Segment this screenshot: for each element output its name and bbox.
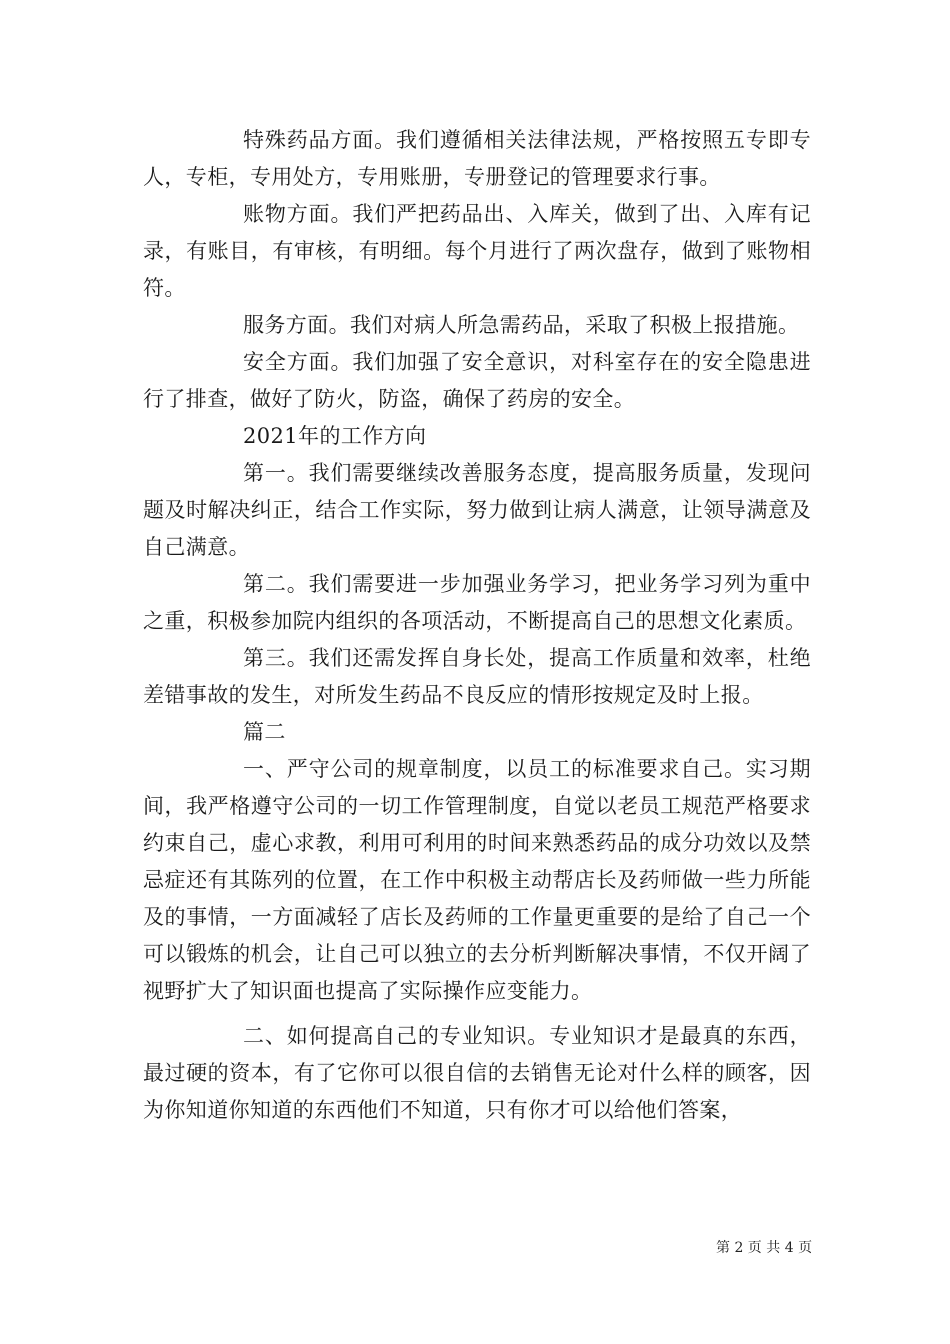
paragraph-rules: 一、严守公司的规章制度，以员工的标准要求自己。实习期间，我严格遵守公司的一切工作管理制度，自觉以老员工规范严格要求约束自己，虚心求教，利用可利用的时间来熟悉药品的成分功效以及禁忌症还有其陈列的位置，在工作中积极主动帮店长及药师做一些力所能及的事情，一方面减轻了店长及药师的工作量更重要的是给了自己一个可以锻炼的机会，让自己可以独立的去分析判断解决事情，不仅开阔了视野扩大了知识面也提高了实际操作应变能力。	[143, 757, 811, 1003]
paragraph-safety: 安全方面。我们加强了安全意识，对科室存在的安全隐患进行了排查，做好了防火，防盗，确保了药房的安全。	[143, 350, 811, 411]
paragraph-professional-knowledge: 二、如何提高自己的专业知识。专业知识才是最真的东西，最过硬的资本，有了它你可以很自信的去销售无论对什么样的顾客，因为你知道你知道的东西他们不知道，只有你才可以给他们答案，	[143, 1024, 811, 1122]
paragraph-special-drugs: 特殊药品方面。我们遵循相关法律法规，严格按照五专即专人，专柜，专用处方，专用账册，专册登记的管理要求行事。	[143, 128, 811, 189]
page-number: 第 2 页 共 4 页	[716, 1240, 813, 1256]
section-heading-work-direction: 2021年的工作方向	[243, 424, 427, 448]
paragraph-first: 第一。我们需要继续改善服务态度，提高服务质量，发现问题及时解决纠正，结合工作实际，努力做到让病人满意，让领导满意及自己满意。	[143, 461, 811, 559]
document-body	[143, 122, 811, 1129]
paragraph-service: 服务方面。我们对病人所急需药品，采取了积极上报措施。	[243, 313, 800, 337]
section-heading-part-two: 篇二	[243, 720, 286, 744]
paragraph-third: 第三。我们还需发挥自身长处，提高工作质量和效率，杜绝差错事故的发生，对所发生药品不良反应的情形按规定及时上报。	[143, 646, 811, 707]
paragraph-accounts: 账物方面。我们严把药品出、入库关，做到了出、入库有记录，有账目，有审核，有明细。每个月进行了两次盘存，做到了账物相符。	[143, 202, 811, 300]
paragraph-second: 第二。我们需要进一步加强业务学习，把业务学习列为重中之重，积极参加院内组织的各项活动，不断提高自己的思想文化素质。	[143, 572, 811, 633]
